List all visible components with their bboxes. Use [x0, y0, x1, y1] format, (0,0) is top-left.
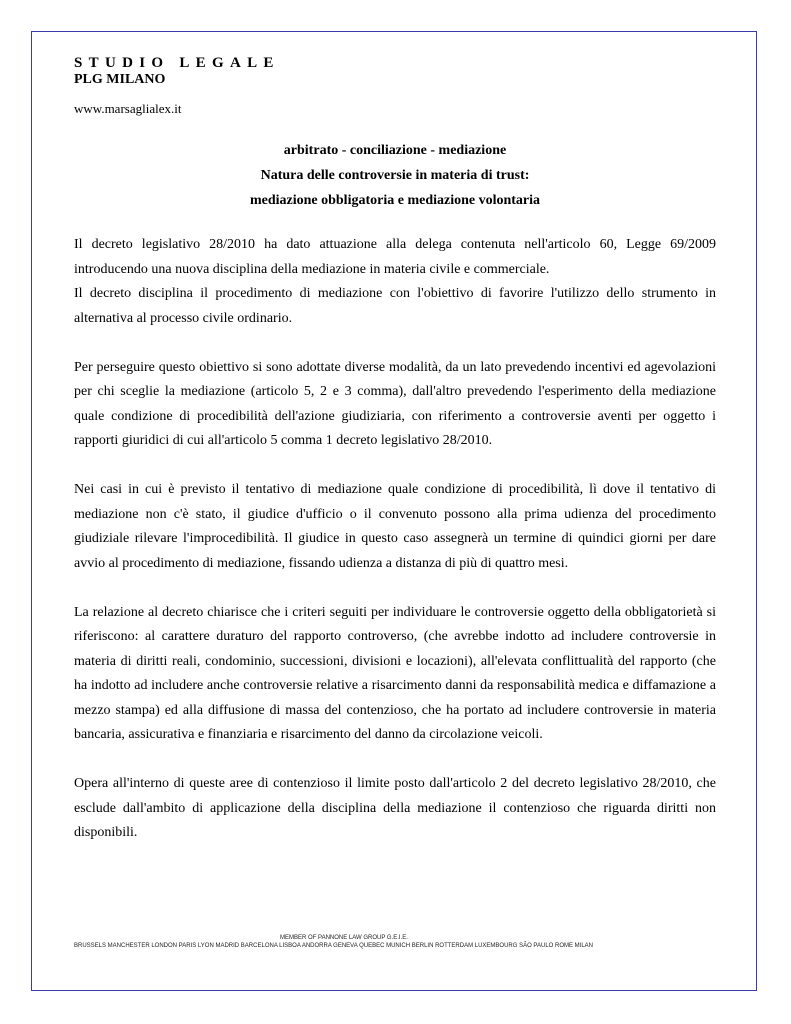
- document-title-block: [74, 138, 716, 213]
- title-line: Natura delle controversie in materia di trust:: [260, 168, 530, 183]
- footer-member: MEMBER OF PANNONE LAW GROUP G.E.I.E.: [280, 935, 408, 941]
- firm-name: STUDIO LEGALE: [74, 55, 280, 71]
- footer-cities: BRUSSELS MANCHESTER LONDON PARIS LYON MADRID BARCELONA LISBOA ANDORRA GENEVA QUEBEC MUNICH BERLIN ROTTERDAM LUXEMBOURG SÃO PAULO ROME MILAN: [74, 943, 593, 949]
- body-paragraph: La relazione al decreto chiarisce che i criteri seguiti per individuare le controversie oggetto della obbligatorietà si riferiscono: al carattere duraturo del rapporto controverso, (che avrebbe indotto ad includere controversie in materia di diritti reali, condominio, successioni, divisioni e locazioni), all'elevata conflittualità del rapporto (che ha indotto ad includere anche controversie relative a risarcimento danni da responsabilità medica e diffamazione a mezzo stampa) ed alla diffusione di massa del contenzioso, che ha portato ad includere controversie in materia bancaria, assicurativa e finanziaria e risarcimento del danno da circolazione veicoli.: [74, 604, 716, 742]
- body-paragraph: Per perseguire questo obiettivo si sono adottate diverse modalità, da un lato prevedendo incentivi ed agevolazioni per chi sceglie la mediazione (articolo 5, 2 e 3 comma), dall'altro prevedendo l'esperimento della mediazione quale condizione di procedibilità dell'azione giudiziaria, con riferimento a controversie aventi per oggetto i rapporti giuridici di cui all'articolo 5 comma 1 decreto legislativo 28/2010.: [74, 359, 716, 448]
- body-paragraph: Il decreto legislativo 28/2010 ha dato attuazione alla delega contenuta nell'articolo 60, Legge 69/2009 introducendo una nuova disciplina della mediazione in materia civile e commerciale.: [74, 237, 716, 277]
- website-link[interactable]: www.marsaglialex.it: [74, 101, 182, 116]
- document-body: [74, 233, 716, 870]
- body-paragraph: Nei casi in cui è previsto il tentativo di mediazione quale condizione di procedibilità, lì dove il tentativo di mediazione non c'è stato, il giudice d'ufficio o il convenuto possono alla prima udienza del procedimento giudiziale rilevare l'improcedibilità. Il giudice in questo caso assegnerà un termine di quindici giorni per dare avvio al procedimento di mediazione, fissando udienza a distanza di più di quattro mesi.: [74, 482, 716, 571]
- firm-subname: PLG MILANO: [74, 72, 166, 87]
- body-paragraph: Opera all'interno di queste aree di contenzioso il limite posto dall'articolo 2 del decreto legislativo 28/2010, che esclude dall'ambito di applicazione della disciplina della mediazione il contenzioso che riguarda diritti non disponibili.: [74, 776, 716, 840]
- title-line: arbitrato - conciliazione - mediazione: [283, 143, 507, 158]
- title-line: mediazione obbligatoria e mediazione volontaria: [249, 193, 541, 208]
- page-footer: [74, 934, 614, 950]
- body-paragraph: Il decreto disciplina il procedimento di mediazione con l'obiettivo di favorire l'utilizzo dello strumento in alternativa al processo civile ordinario.: [74, 286, 716, 326]
